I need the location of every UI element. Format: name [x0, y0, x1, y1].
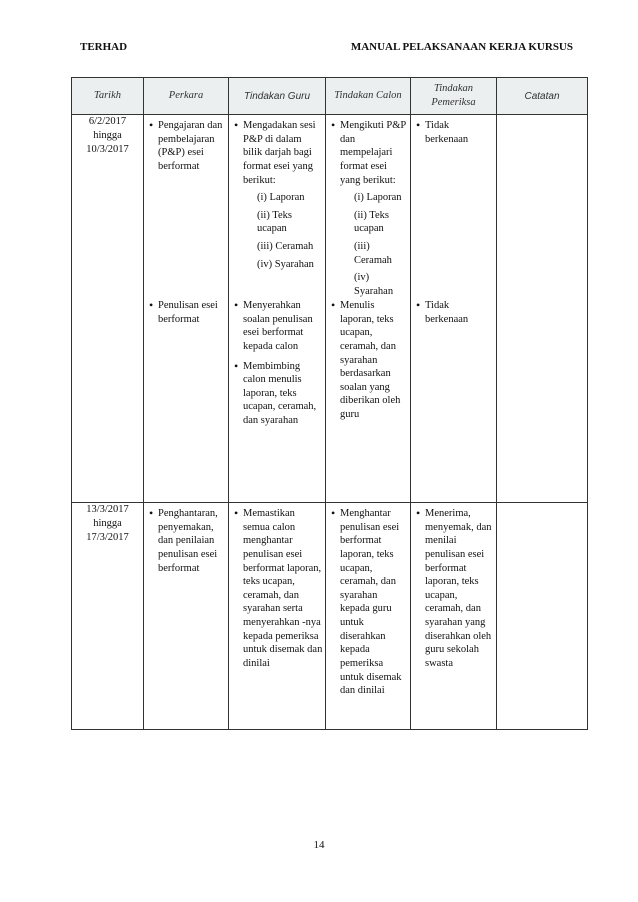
header-classification: TERHAD	[80, 41, 128, 53]
sub-item: (iv) Syarahan	[257, 258, 314, 270]
guru-item: • Membimbing calon menulis laporan, teks ucapan, ceramah, dan syarahan	[233, 360, 323, 428]
table-row	[72, 503, 588, 730]
col-header-tindakan-calon: Tindakan Calon	[326, 78, 411, 115]
tindakan-guru-cell	[229, 503, 326, 730]
date-separator: hingga	[93, 517, 122, 529]
guru-item: • Memastikan semua calon menghantar penulisan esei berformat laporan, teks ucapan, ceramah, dan syarahan serta menyerahkan -nya kepada pemeriksa untuk disemak dan dinilai	[233, 507, 323, 671]
date-end: 10/3/2017	[86, 143, 129, 155]
date-cell	[72, 503, 144, 730]
sub-item: (ii) Teks ucapan	[354, 209, 389, 235]
sub-item: (ii) Teks ucapan	[257, 209, 292, 235]
sub-item: (i) Laporan	[354, 192, 402, 204]
date-cell	[72, 115, 144, 503]
perkara-item: • Penulisan esei berformat	[148, 299, 226, 326]
calon-item	[330, 119, 408, 299]
sub-item: (iii) Ceramah	[354, 241, 392, 266]
calon-item-text: Mengikuti P&P dan mempelajari format esei yang berikut:	[340, 120, 406, 186]
col-header-tarikh: Tarikh	[72, 78, 144, 115]
pemeriksa-item: • Tidak berkenaan	[415, 299, 494, 326]
col-header-tindakan-guru: Tindakan Guru	[229, 78, 326, 115]
perkara-item: • Penghantaran, penyemakan, dan penilaian penulisan esei berformat	[148, 507, 226, 575]
catatan-cell	[497, 503, 588, 730]
schedule-table	[71, 77, 588, 730]
guru-item: • Menyerahkan soalan penulisan esei berformat kepada calon	[233, 299, 323, 354]
col-header-catatan: Catatan	[497, 78, 588, 115]
guru-item-text: Mengadakan sesi P&P di dalam bilik darjah bagi format esei yang berikut:	[243, 120, 316, 186]
date-end: 17/3/2017	[86, 531, 129, 543]
perkara-cell	[144, 115, 229, 503]
date-start: 13/3/2017	[86, 504, 129, 515]
perkara-cell	[144, 503, 229, 730]
pemeriksa-item: • Tidak berkenaan	[415, 119, 494, 146]
tindakan-calon-cell	[326, 503, 411, 730]
table-header-row	[72, 78, 588, 115]
calon-item: • Menghantar penulisan esei berformat laporan, teks ucapan, ceramah, dan syarahan kepada guru untuk diserahkan kepada pemeriksa untuk disemak dan dinilai	[330, 507, 408, 698]
guru-item	[233, 119, 323, 271]
date-separator: hingga	[93, 129, 122, 141]
calon-item: • Menulis laporan, teks ucapan, ceramah, dan syarahan berdasarkan soalan yang diberikan oleh guru	[330, 299, 408, 422]
tindakan-guru-cell	[229, 115, 326, 503]
date-start: 6/2/2017	[88, 116, 127, 127]
tindakan-pemeriksa-cell	[411, 115, 497, 503]
col-header-perkara: Perkara	[144, 78, 229, 115]
table-row	[72, 115, 588, 503]
perkara-item: • Pengajaran dan pembelajaran (P&P) esei berformat	[148, 119, 226, 174]
tindakan-pemeriksa-cell	[411, 503, 497, 730]
catatan-cell	[497, 115, 588, 503]
sub-item: (i) Laporan	[257, 192, 305, 204]
tindakan-calon-cell	[326, 115, 411, 503]
page-number: 14	[313, 839, 325, 851]
pemeriksa-item: • Menerima, menyemak, dan menilai penulisan esei berformat laporan, teks ucapan, ceramah, dan syarahan yang diserahkan oleh guru sekolah swasta	[415, 507, 494, 671]
sub-item: (iv) Syarahan	[354, 272, 394, 298]
header-title: MANUAL PELAKSANAAN KERJA KURSUS	[350, 41, 573, 53]
sub-item: (iii) Ceramah	[257, 241, 314, 253]
col-header-tindakan-pemeriksa: Tindakan Pemeriksa	[411, 78, 497, 115]
